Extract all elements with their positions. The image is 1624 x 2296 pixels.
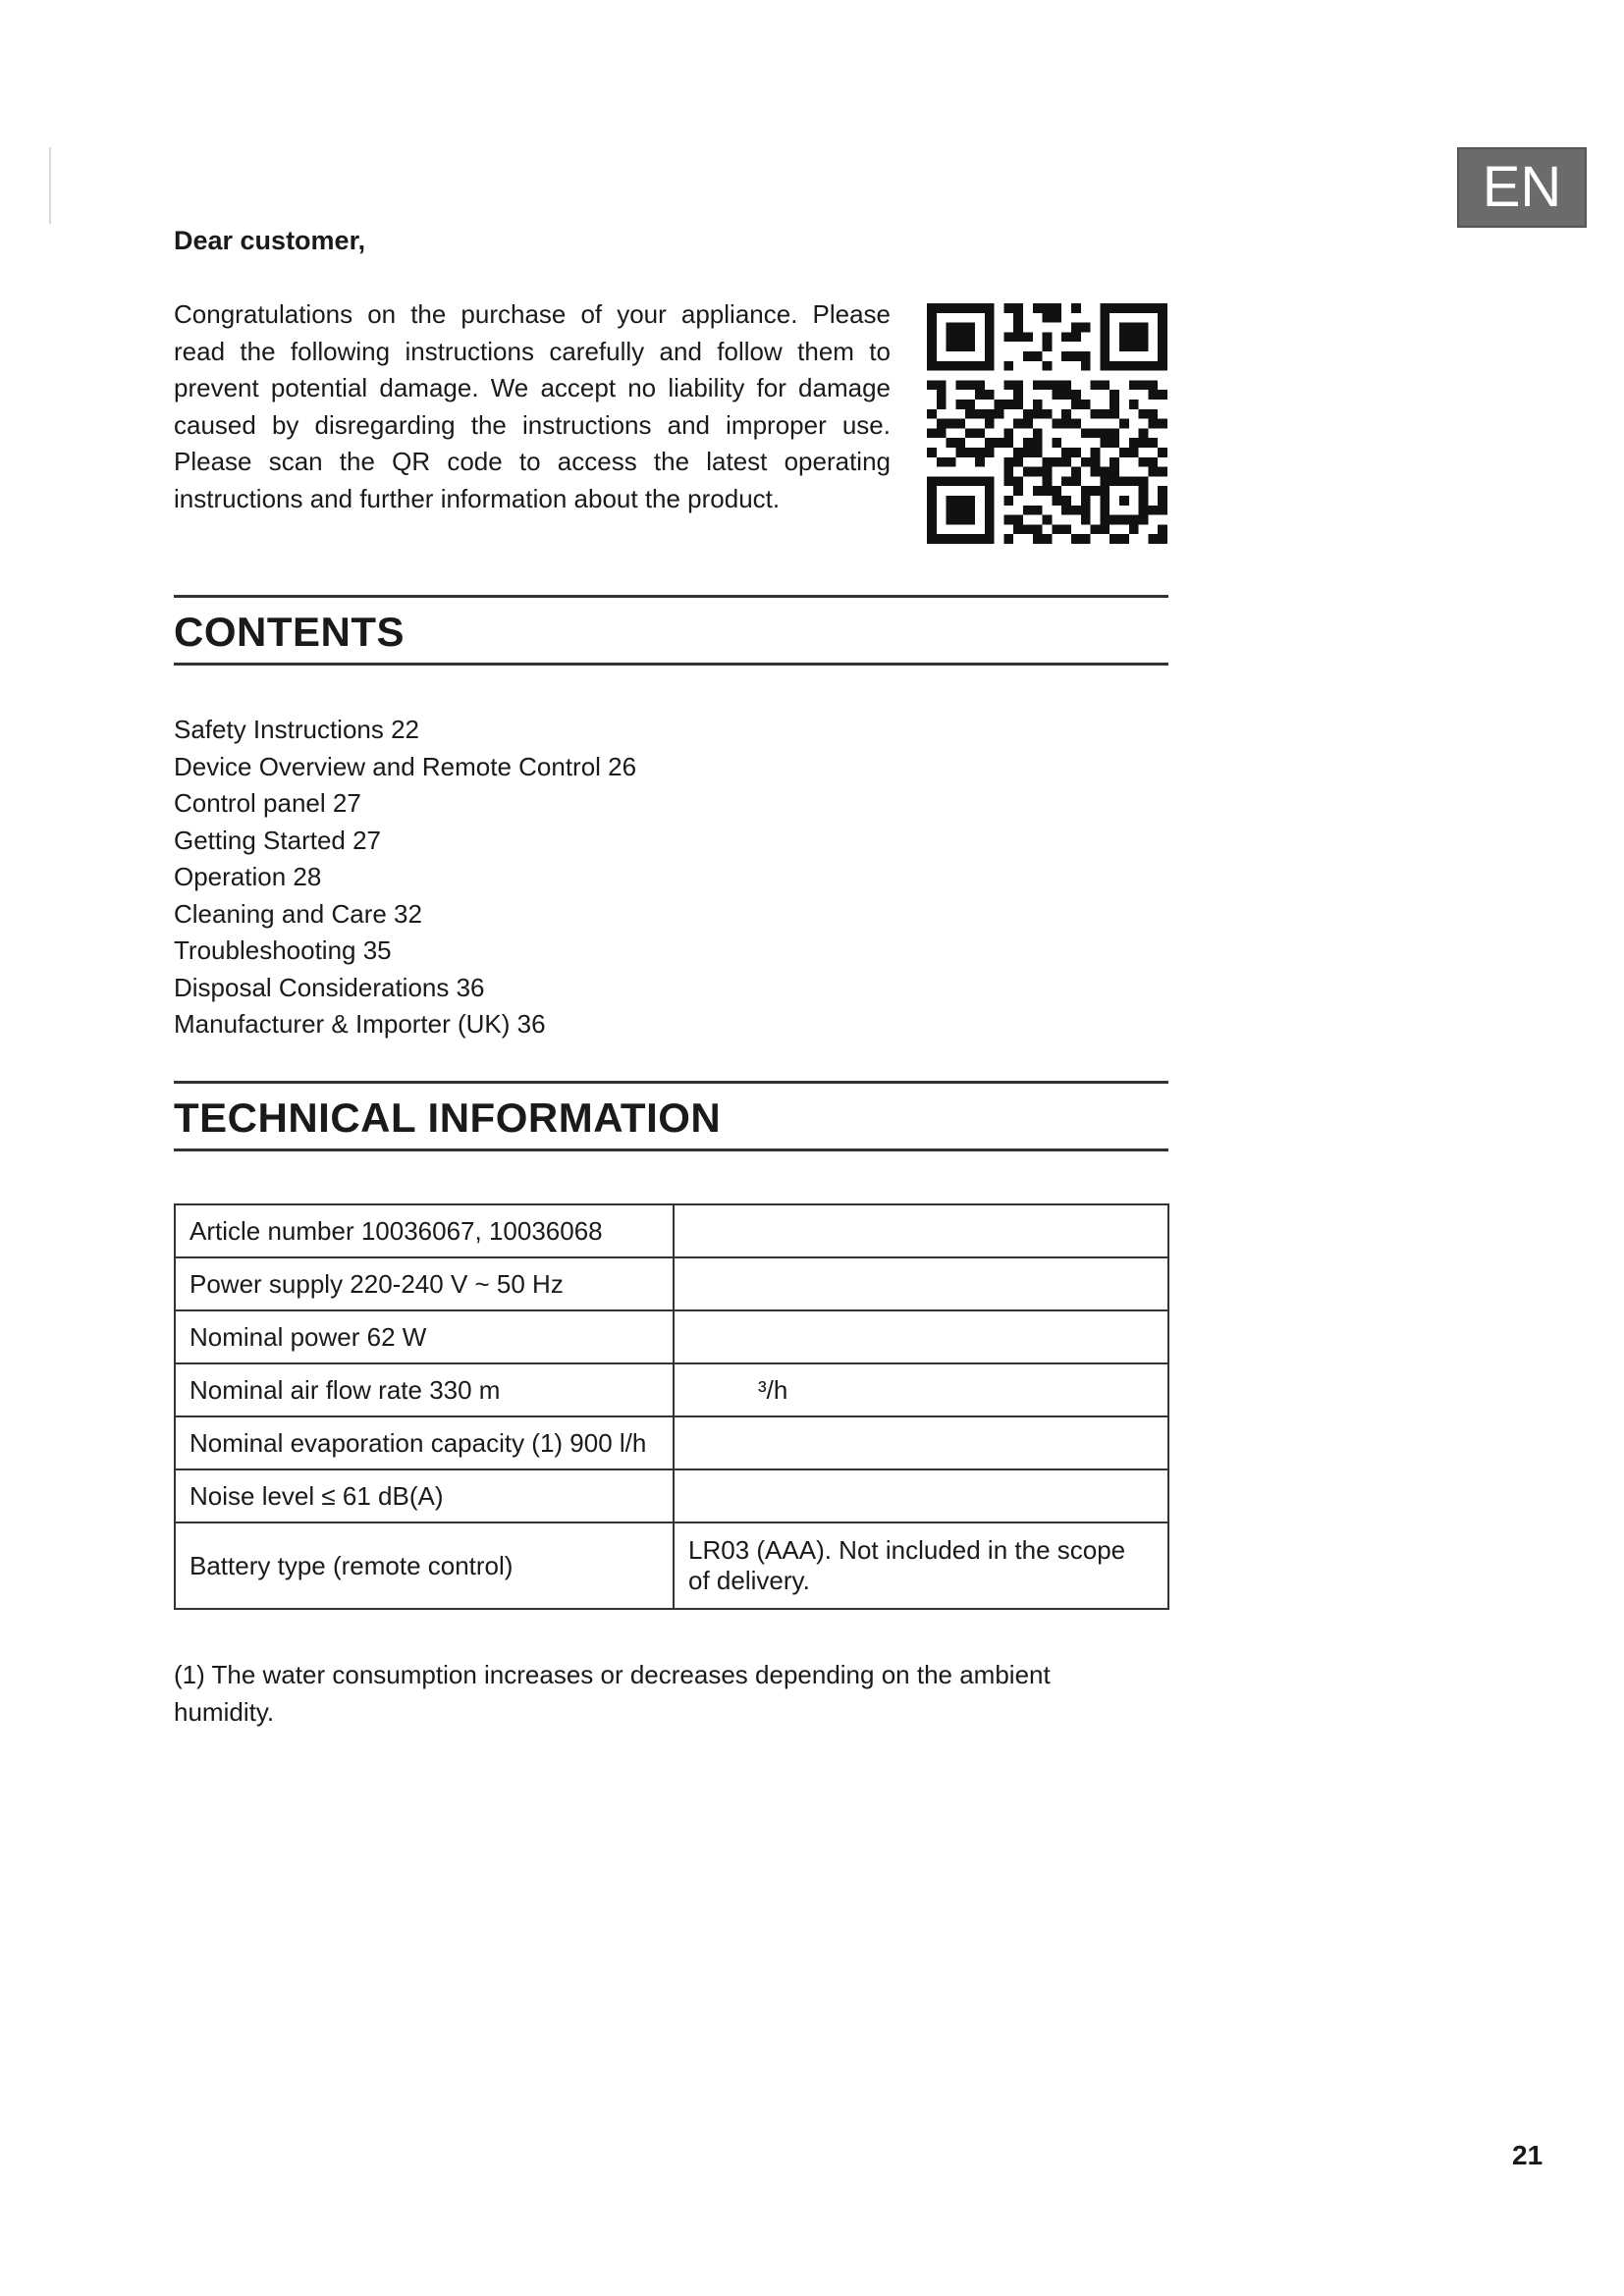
table-row <box>175 1416 1168 1469</box>
greeting: Dear customer, <box>174 226 366 255</box>
table-row <box>175 1310 1168 1363</box>
table-row <box>175 1469 1168 1522</box>
toc-item[interactable]: Disposal Considerations 36 <box>174 972 485 1002</box>
table-cell: Noise level ≤ 61 dB(A) <box>175 1469 674 1522</box>
table-cell: ³/h <box>674 1363 1168 1416</box>
margin-line <box>49 147 51 224</box>
table-cell <box>674 1204 1168 1257</box>
page-number: 21 <box>1512 2140 1543 2170</box>
intro-paragraph: Congratulations on the purchase of your appliance. Please read the following instructions carefully and follow them to prevent potential damage. We accept no liability for damage caused by disregarding the instructions and improper use. Please scan the QR code to access the latest operating instructions and further information about the product. <box>174 299 891 513</box>
technical-title: TECHNICAL INFORMATION <box>174 1095 722 1141</box>
toc-item[interactable]: Troubleshooting 35 <box>174 935 392 965</box>
table-cell: Nominal evaporation capacity (1) 900 l/h <box>175 1416 674 1469</box>
table-cell <box>674 1416 1168 1469</box>
contents-bottom-rule <box>174 663 1168 666</box>
toc-item[interactable]: Operation 28 <box>174 862 322 891</box>
table-row <box>175 1204 1168 1257</box>
table-cell <box>674 1257 1168 1310</box>
table-row <box>175 1522 1168 1609</box>
table-cell <box>674 1469 1168 1522</box>
table-row <box>175 1257 1168 1310</box>
contents-title: CONTENTS <box>174 609 405 655</box>
toc-item[interactable]: Getting Started 27 <box>174 825 382 855</box>
table-cell: Nominal air flow rate 330 m <box>175 1363 674 1416</box>
table-cell <box>674 1310 1168 1363</box>
toc-item[interactable]: Control panel 27 <box>174 788 361 818</box>
technical-table <box>174 1203 1169 1610</box>
contents-list <box>174 712 636 1043</box>
language-badge: EN <box>1457 147 1587 228</box>
qr-code-icon[interactable] <box>927 303 1167 544</box>
toc-item[interactable]: Manufacturer & Importer (UK) 36 <box>174 1009 546 1039</box>
table-row <box>175 1363 1168 1416</box>
toc-item[interactable]: Cleaning and Care 32 <box>174 898 422 929</box>
contents-top-rule <box>174 595 1168 598</box>
technical-bottom-rule <box>174 1148 1168 1151</box>
table-cell: Nominal power 62 W <box>175 1310 674 1363</box>
technical-top-rule <box>174 1081 1168 1084</box>
table-cell: Power supply 220-240 V ~ 50 Hz <box>175 1257 674 1310</box>
table-cell: Battery type (remote control) <box>175 1522 674 1609</box>
toc-item[interactable]: Safety Instructions 22 <box>174 715 420 744</box>
footnote: (1) The water consumption increases or decreases depending on the ambient humidity. <box>174 1660 1051 1727</box>
toc-item[interactable]: Device Overview and Remote Control 26 <box>174 751 637 781</box>
table-cell: Article number 10036067, 10036068 <box>175 1204 674 1257</box>
table-cell: LR03 (AAA). Not included in the scope of delivery. <box>674 1522 1168 1609</box>
